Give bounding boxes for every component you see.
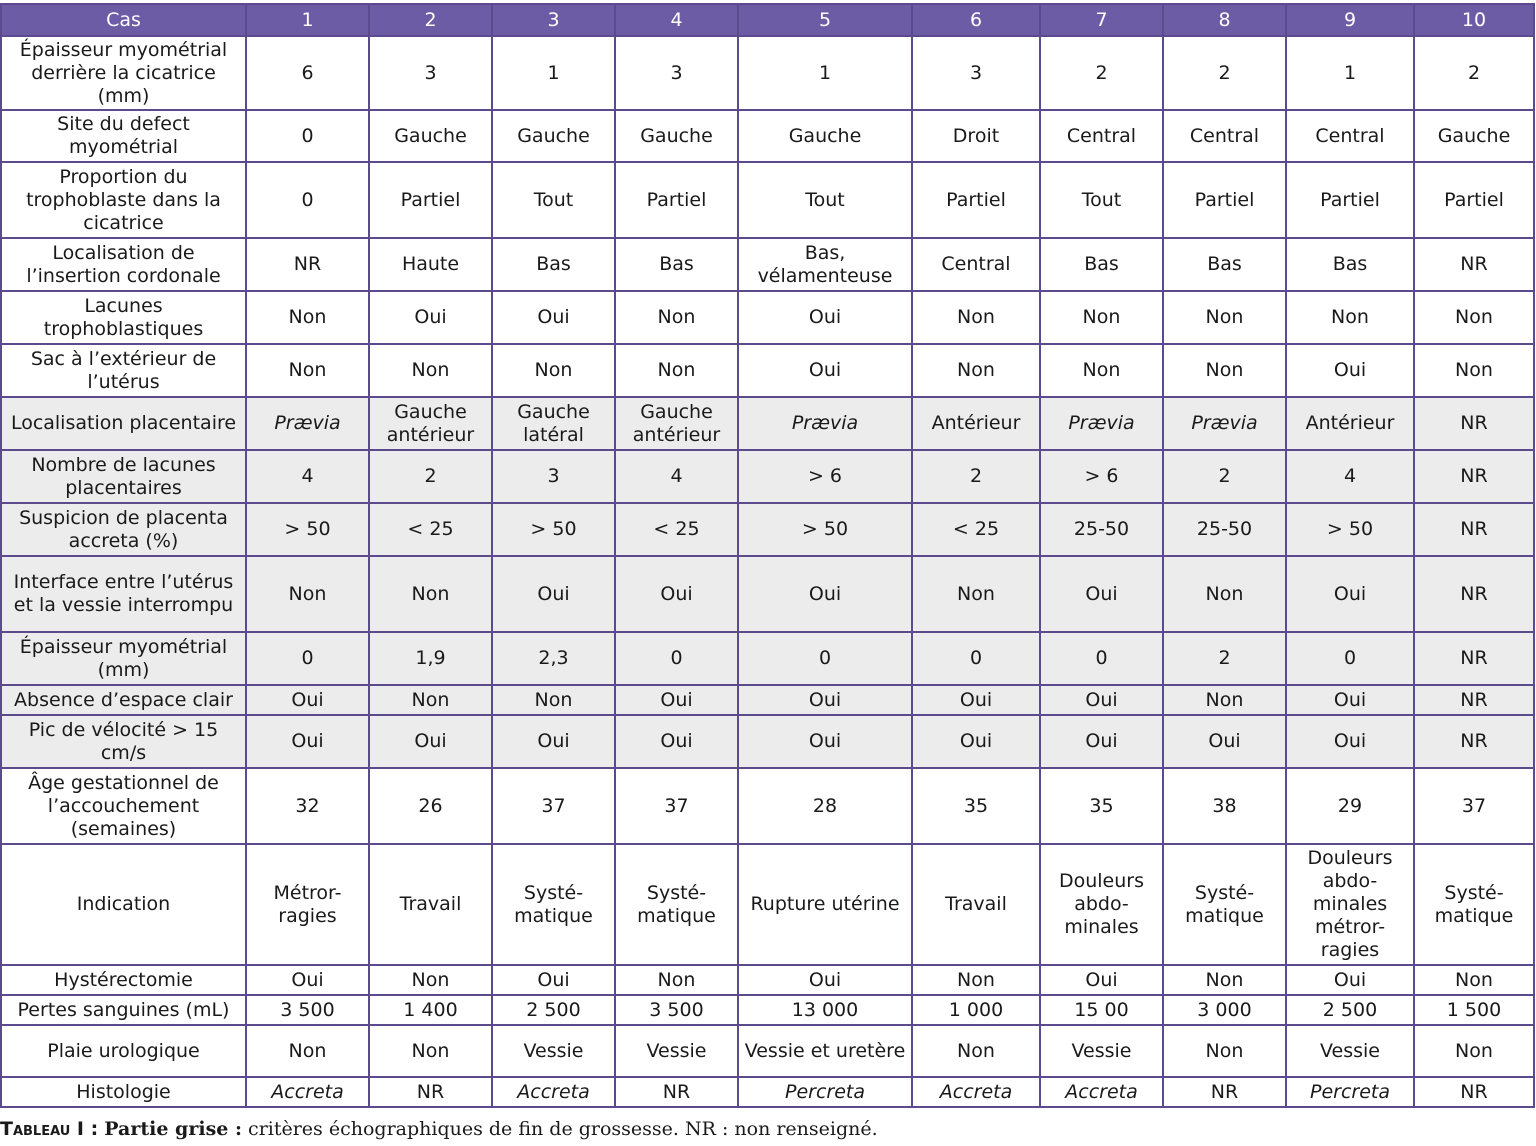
table-cell: Central (1040, 110, 1163, 162)
table-cell: Oui (912, 715, 1040, 768)
table-cell: Accreta (492, 1077, 615, 1107)
header-cell-case-4: 4 (615, 4, 738, 36)
table-cell: NR (369, 1077, 492, 1107)
table-cell: 37 (492, 768, 615, 844)
table-cell: 2 (1414, 36, 1534, 110)
table-cell: Vessie (615, 1025, 738, 1077)
table-cell: Oui (738, 291, 912, 344)
table-cell: Vessie (1040, 1025, 1163, 1077)
table-cell: 15 00 (1040, 995, 1163, 1025)
table-cell: Non (246, 556, 369, 632)
caption-table-label: Tableau I : (0, 1118, 99, 1140)
table-cell: Non (369, 1025, 492, 1077)
table-cell: 35 (912, 768, 1040, 844)
table-cell: Non (369, 965, 492, 995)
table-cell: Accreta (912, 1077, 1040, 1107)
table-cell: Rupture utérine (738, 844, 912, 965)
table-cell: Gauche (1414, 110, 1534, 162)
header-cell-case-9: 9 (1286, 4, 1414, 36)
table-cell: Oui (369, 291, 492, 344)
table-cell: Non (1414, 1025, 1534, 1077)
table-cell: 3 (492, 450, 615, 503)
row-label: Localisation de l’insertion cordonale (1, 238, 246, 291)
table-cell: Oui (1286, 715, 1414, 768)
table-cell: > 50 (492, 503, 615, 556)
table-cell: Oui (492, 291, 615, 344)
table-cell: Bas (1163, 238, 1286, 291)
table-cell: Oui (246, 965, 369, 995)
table-cell: Partiel (1163, 162, 1286, 238)
table-cell: Oui (492, 556, 615, 632)
table-cell: NR (1414, 632, 1534, 685)
table-cell: 35 (1040, 768, 1163, 844)
table-cell: < 25 (369, 503, 492, 556)
table-cell: 3 (615, 36, 738, 110)
table-cell: Central (912, 238, 1040, 291)
table-cell: Oui (738, 556, 912, 632)
table-cell: > 50 (1286, 503, 1414, 556)
row-label: Pic de vélocité > 15 cm/s (1, 715, 246, 768)
table-cell: Oui (369, 715, 492, 768)
table-cell: Non (912, 1025, 1040, 1077)
table-cell: Travail (369, 844, 492, 965)
table-cell: NR (1414, 685, 1534, 715)
table-cell: Prævia (1040, 397, 1163, 450)
table-body (1, 36, 1534, 1107)
table-cell: Métror-ragies (246, 844, 369, 965)
table-cell: Non (615, 965, 738, 995)
table-cell: Gauche (615, 110, 738, 162)
table-cell: Non (1286, 291, 1414, 344)
table-cell: Central (1163, 110, 1286, 162)
table-row (1, 162, 1534, 238)
table-cell: 13 000 (738, 995, 912, 1025)
table-cell: 3 500 (246, 995, 369, 1025)
row-label: Lacunes trophoblastiques (1, 291, 246, 344)
row-label: Âge gestationnel de l’accouchement (semaines) (1, 768, 246, 844)
table-cell: 4 (615, 450, 738, 503)
row-label: Nombre de lacunes placentaires (1, 450, 246, 503)
table-cell: 1 000 (912, 995, 1040, 1025)
table-cell: NR (1414, 397, 1534, 450)
table-cell: Non (912, 291, 1040, 344)
table-cell: Bas (1286, 238, 1414, 291)
table-cell: 0 (246, 110, 369, 162)
table-cell: Non (1414, 965, 1534, 995)
table-cell: 4 (1286, 450, 1414, 503)
table-cell: Oui (615, 715, 738, 768)
table-cell: 1,9 (369, 632, 492, 685)
row-label: Épaisseur myométrial derrière la cicatrice (mm) (1, 36, 246, 110)
caption-grey-label: Partie grise : (104, 1118, 242, 1140)
table-cell: Oui (615, 685, 738, 715)
table-cell: > 50 (738, 503, 912, 556)
table-cell: Droit (912, 110, 1040, 162)
table-row (1, 503, 1534, 556)
table-cell: Gauche latéral (492, 397, 615, 450)
table-cell: Non (1414, 291, 1534, 344)
table-row (1, 995, 1534, 1025)
table-cell: NR (1414, 238, 1534, 291)
table-cell: Oui (1286, 965, 1414, 995)
table-row (1, 632, 1534, 685)
table-cell: 37 (1414, 768, 1534, 844)
table-cell: 2 (369, 450, 492, 503)
header-cell-case-6: 6 (912, 4, 1040, 36)
table-cell: 1 (492, 36, 615, 110)
table-cell: Oui (1163, 715, 1286, 768)
table-cell: 3 000 (1163, 995, 1286, 1025)
table-cell: Non (912, 344, 1040, 397)
table-cell: Oui (1040, 685, 1163, 715)
table-cell: 4 (246, 450, 369, 503)
table-row (1, 450, 1534, 503)
table-cell: NR (246, 238, 369, 291)
table-row (1, 238, 1534, 291)
table-cell: 2 (1040, 36, 1163, 110)
table-cell: 0 (246, 162, 369, 238)
table-cell: Oui (246, 685, 369, 715)
table-cell: Oui (1040, 965, 1163, 995)
table-cell: Gauche antérieur (615, 397, 738, 450)
row-label: Épaisseur myométrial (mm) (1, 632, 246, 685)
table-cell: Bas (492, 238, 615, 291)
table-cell: Non (1414, 344, 1534, 397)
table-cell: Haute (369, 238, 492, 291)
table-cell: Oui (492, 715, 615, 768)
table-cell: 2 (1163, 632, 1286, 685)
table-cell: Non (369, 556, 492, 632)
row-label: Site du defect myométrial (1, 110, 246, 162)
table-cell: Percreta (1286, 1077, 1414, 1107)
table-cell: Non (1163, 344, 1286, 397)
table-cell: Oui (1286, 556, 1414, 632)
table-cell: Bas (1040, 238, 1163, 291)
header-cell-case-2: 2 (369, 4, 492, 36)
table-cell: 2 (1163, 450, 1286, 503)
header-cell-cas: Cas (1, 4, 246, 36)
table-cell: Non (1163, 291, 1286, 344)
row-label: Suspicion de placenta accreta (%) (1, 503, 246, 556)
table-cell: 29 (1286, 768, 1414, 844)
table-cell: Douleurs abdo-minales métror-ragies (1286, 844, 1414, 965)
table-cell: Systé-matique (615, 844, 738, 965)
table-cell: Non (246, 344, 369, 397)
table-cell: 0 (615, 632, 738, 685)
table-cell: Oui (738, 344, 912, 397)
table-cell: > 6 (1040, 450, 1163, 503)
table-caption (0, 1118, 878, 1140)
header-cell-case-5: 5 (738, 4, 912, 36)
table-cell: 3 500 (615, 995, 738, 1025)
row-label: Pertes sanguines (mL) (1, 995, 246, 1025)
table-cell: NR (1414, 1077, 1534, 1107)
table-cell: NR (1414, 556, 1534, 632)
row-label: Indication (1, 844, 246, 965)
table-cell: Antérieur (1286, 397, 1414, 450)
header-cell-case-10: 10 (1414, 4, 1534, 36)
table-cell: Oui (1040, 715, 1163, 768)
row-label: Sac à l’extérieur de l’utérus (1, 344, 246, 397)
table-cell: Tout (492, 162, 615, 238)
table-cell: 0 (1040, 632, 1163, 685)
table-row (1, 1077, 1534, 1107)
table-cell: Accreta (246, 1077, 369, 1107)
table-cell: Oui (615, 556, 738, 632)
table-cell: Vessie (1286, 1025, 1414, 1077)
table-cell: Oui (738, 965, 912, 995)
row-label: Interface entre l’utérus et la vessie interrompu (1, 556, 246, 632)
table-cell: 37 (615, 768, 738, 844)
table-cell: NR (1163, 1077, 1286, 1107)
header-cell-case-7: 7 (1040, 4, 1163, 36)
table-cell: Oui (1286, 344, 1414, 397)
table-cell: Bas (615, 238, 738, 291)
table-cell: Non (369, 344, 492, 397)
table-row (1, 36, 1534, 110)
table-cell: 6 (246, 36, 369, 110)
table-cell: 2 500 (492, 995, 615, 1025)
table-cell: Oui (1040, 556, 1163, 632)
table-cell: Vessie et uretère (738, 1025, 912, 1077)
table-cell: 0 (246, 632, 369, 685)
table-cell: 1 (738, 36, 912, 110)
table-cell: 25-50 (1040, 503, 1163, 556)
table-cell: 2 (1163, 36, 1286, 110)
table-cell: Non (492, 685, 615, 715)
table-cell: Systé-matique (1163, 844, 1286, 965)
table-cell: 1 500 (1414, 995, 1534, 1025)
caption-text: critères échographiques de fin de grossesse. NR : non renseigné. (248, 1118, 878, 1140)
table-cell: < 25 (615, 503, 738, 556)
row-label: Histologie (1, 1077, 246, 1107)
table-cell: Gauche (738, 110, 912, 162)
table-cell: 2 (912, 450, 1040, 503)
table-cell: > 6 (738, 450, 912, 503)
table-cell: Non (912, 965, 1040, 995)
row-label: Proportion du trophoblaste dans la cicatrice (1, 162, 246, 238)
header-cell-case-3: 3 (492, 4, 615, 36)
table-cell: 38 (1163, 768, 1286, 844)
table-cell: Gauche (369, 110, 492, 162)
header-row (1, 4, 1534, 36)
table-cell: 25-50 (1163, 503, 1286, 556)
table-row (1, 556, 1534, 632)
table-cell: 0 (1286, 632, 1414, 685)
table-row (1, 344, 1534, 397)
table-row (1, 397, 1534, 450)
table-cell: Gauche (492, 110, 615, 162)
table-cell: Oui (492, 965, 615, 995)
table-cell: Partiel (1286, 162, 1414, 238)
table-cell: Non (1040, 344, 1163, 397)
table-cell: Partiel (369, 162, 492, 238)
table-cell: Prævia (1163, 397, 1286, 450)
header-cell-case-8: 8 (1163, 4, 1286, 36)
table-row (1, 1025, 1534, 1077)
table-cell: Percreta (738, 1077, 912, 1107)
table-cell: Non (1163, 685, 1286, 715)
table-cell: Central (1286, 110, 1414, 162)
table-cell: Non (1163, 1025, 1286, 1077)
table-cell: Bas, vélamenteuse (738, 238, 912, 291)
table-cell: Antérieur (912, 397, 1040, 450)
table-cell: Gauche antérieur (369, 397, 492, 450)
row-label: Absence d’espace clair (1, 685, 246, 715)
table-cell: Vessie (492, 1025, 615, 1077)
row-label: Hystérectomie (1, 965, 246, 995)
table-cell: 3 (912, 36, 1040, 110)
table-cell: 1 400 (369, 995, 492, 1025)
table-cell: NR (615, 1077, 738, 1107)
table-cell: Non (1163, 556, 1286, 632)
table-cell: Travail (912, 844, 1040, 965)
table-cell: Tout (738, 162, 912, 238)
table-cell: 26 (369, 768, 492, 844)
table-row (1, 844, 1534, 965)
table-cell: Non (615, 344, 738, 397)
table-cell: 2 500 (1286, 995, 1414, 1025)
table-cell: Oui (738, 715, 912, 768)
table-cell: NR (1414, 450, 1534, 503)
table-cell: Non (492, 344, 615, 397)
table-cell: 1 (1286, 36, 1414, 110)
table-cell: Non (912, 556, 1040, 632)
table-cell: 0 (912, 632, 1040, 685)
table-cell: < 25 (912, 503, 1040, 556)
table-row (1, 965, 1534, 995)
table-cell: Oui (246, 715, 369, 768)
table-cell: Systé-matique (1414, 844, 1534, 965)
table-cell: 32 (246, 768, 369, 844)
table-cell: 28 (738, 768, 912, 844)
table-cell: Non (246, 1025, 369, 1077)
table-cell: > 50 (246, 503, 369, 556)
table-cell: Partiel (912, 162, 1040, 238)
table-cell: Douleurs abdo-minales (1040, 844, 1163, 965)
table-cell: Partiel (615, 162, 738, 238)
table-cell: NR (1414, 503, 1534, 556)
table-cell: NR (1414, 715, 1534, 768)
table-cell: Non (1040, 291, 1163, 344)
results-table (0, 3, 1535, 1108)
table-cell: Non (246, 291, 369, 344)
table-cell: Non (615, 291, 738, 344)
table-row (1, 715, 1534, 768)
table-cell: Systé-matique (492, 844, 615, 965)
table-cell: Non (369, 685, 492, 715)
table-cell: Accreta (1040, 1077, 1163, 1107)
table-row (1, 685, 1534, 715)
row-label: Localisation placentaire (1, 397, 246, 450)
table-cell: Partiel (1414, 162, 1534, 238)
table-cell: Tout (1040, 162, 1163, 238)
table-cell: 3 (369, 36, 492, 110)
header-cell-case-1: 1 (246, 4, 369, 36)
table-cell: Prævia (246, 397, 369, 450)
table-cell: 2,3 (492, 632, 615, 685)
table-cell: Oui (912, 685, 1040, 715)
table-cell: Non (1163, 965, 1286, 995)
table-header (1, 4, 1534, 36)
table-row (1, 291, 1534, 344)
table-cell: Prævia (738, 397, 912, 450)
table-row (1, 110, 1534, 162)
table-cell: 0 (738, 632, 912, 685)
row-label: Plaie urologique (1, 1025, 246, 1077)
table-cell: Oui (1286, 685, 1414, 715)
table-row (1, 768, 1534, 844)
table-cell: Oui (738, 685, 912, 715)
